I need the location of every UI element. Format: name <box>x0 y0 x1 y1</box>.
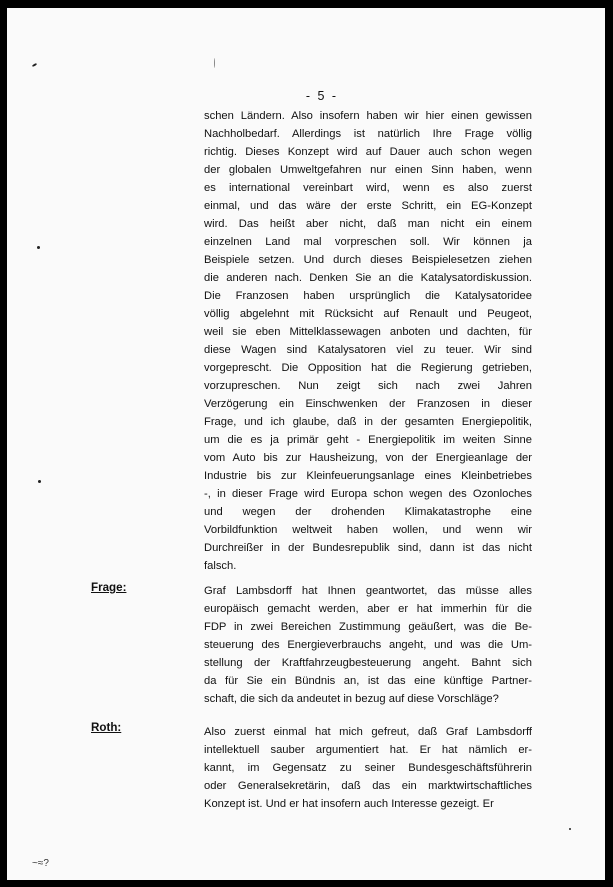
text-line: weil sie eben Mittelklassewagen anboten und dachten, für <box>204 326 532 338</box>
paragraph-answer-2 <box>204 723 532 813</box>
scan-speck <box>32 63 37 67</box>
text-line: völlig abgelehnt mit Rücksicht auf Renault und Peugeot, <box>204 308 532 320</box>
scan-speck <box>38 480 41 483</box>
page-number: - 5 - <box>305 89 339 103</box>
scan-speck <box>214 58 215 68</box>
text-line: wird. Das heißt aber nicht, daß man nicht ein einem <box>204 218 532 230</box>
speaker-label-frage: Frage: <box>91 581 127 594</box>
text-line: stellung der Kraftfahrzeugbesteuerung angeht. Bahnt sich <box>204 657 532 669</box>
text-line: vorzupreschen. Nun zeigt sich nach zwei Jahren <box>204 380 532 392</box>
paragraph-question <box>204 582 532 708</box>
text-line: steuerung des Energieverbrauchs angeht, und was die Um- <box>204 639 532 651</box>
text-line: diese Wagen sind Katalysatoren viel zu teuer. Wir sind <box>204 344 532 356</box>
text-line: Frage, und ich glaube, daß in der gesamten Energiepolitik, <box>204 416 532 428</box>
text-line: um die es ja primär geht - Energiepolitik im weiten Sinne <box>204 434 532 446</box>
paragraph-answer-1 <box>204 107 532 575</box>
text-line: Industrie bis zur Kleinfeuerungsanlage eines Kleinbetriebes <box>204 470 532 482</box>
text-line: Durchreißer in der Bundesrepublik sind, dann ist das nicht <box>204 542 532 554</box>
text-line: Graf Lambsdorff hat Ihnen geantwortet, das müsse alles <box>204 585 532 597</box>
text-line: richtig. Dieses Konzept wird auf Dauer auch schon wegen <box>204 146 532 158</box>
text-line: falsch. <box>204 560 237 572</box>
scan-speck <box>569 828 571 830</box>
handwritten-mark: ~≈? <box>32 858 49 869</box>
text-line: oder Generalsekretärin, daß das ein marktwirtschaftliches <box>204 780 532 792</box>
document-page <box>7 8 605 880</box>
text-line: der globalen Umweltgefahren nur einen Sinn haben, wenn <box>204 164 532 176</box>
text-line: die anderen nach. Denken Sie an die Katalysatordiskussion. <box>204 272 532 284</box>
scan-speck <box>37 246 40 249</box>
text-line: einzelnen Land mal vorpreschen soll. Wir können ja <box>204 236 532 248</box>
text-line: Konzept ist. Und er hat insofern auch Interesse gezeigt. Er <box>204 798 494 810</box>
text-line: Die Franzosen haben ursprünglich die Katalysatoridee <box>204 290 532 302</box>
text-line: Beispiele setzen. Und durch dieses Beispielesetzen ziehen <box>204 254 532 266</box>
text-line: Verzögerung ein Einschwenken der Franzosen in dieser <box>204 398 532 410</box>
text-line: intellektuell sauber argumentiert hat. Er hat nämlich er- <box>204 744 532 756</box>
text-line: und wegen der drohenden Klimakatastrophe eine <box>204 506 532 518</box>
text-line: es international vereinbart wird, wenn es also zuerst <box>204 182 532 194</box>
text-line: einmal, und das wäre der erste Schritt, ein EG-Konzept <box>204 200 532 212</box>
speaker-label-roth: Roth: <box>91 721 122 734</box>
text-line: Vorbildfunktion weltweit haben wollen, und wenn wir <box>204 524 532 536</box>
text-line: vorgeprescht. Die Opposition hat die Regierung getrieben, <box>204 362 532 374</box>
text-line: schen Ländern. Also insofern haben wir hier einen gewissen <box>204 110 532 122</box>
text-line: Nachholbedarf. Allerdings ist natürlich Ihre Frage völlig <box>204 128 532 140</box>
text-line: Also zuerst einmal hat mich gefreut, daß Graf Lambsdorff <box>204 726 532 738</box>
text-line: schaft, die sich da andeutet in bezug auf diese Vorschläge? <box>204 693 499 705</box>
text-line: FDP in zwei Bereichen Zustimmung geäußert, was die Be- <box>204 621 532 633</box>
text-line: -, in dieser Frage wird Europa schon wegen des Ozonloches <box>204 488 532 500</box>
text-line: kannt, im Gegensatz zu seiner Bundesgeschäftsführerin <box>204 762 532 774</box>
text-line: da für Sie ein Bündnis an, ist das eine künftige Partner- <box>204 675 532 687</box>
text-line: vom Auto bis zur Hausheizung, von der Energieanlage der <box>204 452 532 464</box>
text-line: europäisch gemacht werden, aber er hat immerhin für die <box>204 603 532 615</box>
